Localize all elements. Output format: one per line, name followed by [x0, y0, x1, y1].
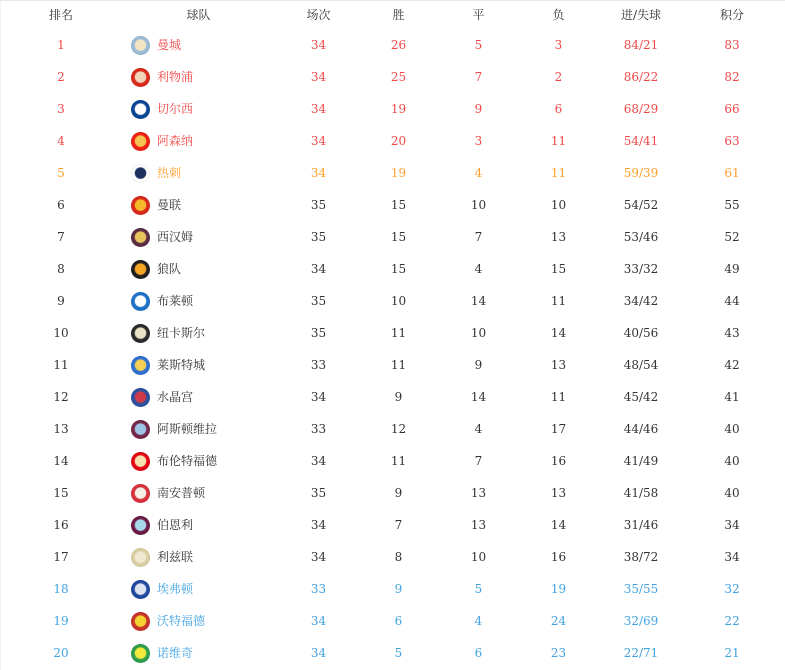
table-row[interactable] — [1, 573, 785, 605]
header-team: 球队 — [186, 8, 211, 22]
won-value: 11 — [390, 454, 407, 468]
points-value: 41 — [724, 390, 740, 404]
team-cell[interactable] — [121, 388, 276, 407]
team-name: 西汉姆 — [157, 230, 194, 244]
drawn-value: 9 — [474, 102, 483, 116]
table-row[interactable] — [1, 317, 785, 349]
played-value: 34 — [310, 454, 327, 468]
drawn-value: 10 — [470, 198, 487, 212]
liverpool-badge-icon — [131, 68, 150, 87]
goals-value: 54/41 — [623, 134, 659, 148]
team-name: 布伦特福德 — [157, 454, 218, 468]
team-name: 利兹联 — [157, 550, 194, 564]
man-city-badge-icon — [131, 36, 150, 55]
drawn-value: 4 — [474, 614, 483, 628]
team-name: 伯恩利 — [157, 518, 194, 532]
rank-value: 7 — [57, 230, 65, 244]
leeds-badge-icon — [131, 548, 150, 567]
everton-badge-icon — [131, 580, 150, 599]
header-rank: 排名 — [48, 8, 73, 22]
west-ham-badge-icon — [131, 228, 150, 247]
won-value: 9 — [394, 390, 403, 404]
points-value: 66 — [724, 102, 740, 116]
table-row[interactable] — [1, 477, 785, 509]
drawn-value: 14 — [470, 294, 487, 308]
lost-value: 14 — [550, 326, 567, 340]
played-value: 33 — [310, 422, 327, 436]
rank-value: 15 — [53, 486, 69, 500]
table-row[interactable] — [1, 125, 785, 157]
team-name: 埃弗顿 — [157, 582, 194, 596]
played-value: 35 — [310, 230, 327, 244]
lost-value: 11 — [550, 294, 567, 308]
drawn-value: 7 — [474, 454, 483, 468]
rank-value: 14 — [53, 454, 69, 468]
goals-value: 33/32 — [623, 262, 659, 276]
lost-value: 11 — [550, 166, 567, 180]
played-value: 34 — [310, 646, 327, 660]
team-cell[interactable] — [121, 548, 276, 567]
table-row[interactable] — [1, 413, 785, 445]
drawn-value: 10 — [470, 550, 487, 564]
man-united-badge-icon — [131, 196, 150, 215]
won-value: 20 — [390, 134, 407, 148]
table-row[interactable] — [1, 349, 785, 381]
table-row[interactable] — [1, 605, 785, 637]
team-cell[interactable] — [121, 580, 276, 599]
won-value: 5 — [394, 646, 403, 660]
won-value: 19 — [390, 102, 407, 116]
points-value: 82 — [724, 70, 740, 84]
lost-value: 3 — [554, 38, 563, 52]
won-value: 10 — [390, 294, 407, 308]
table-row[interactable] — [1, 157, 785, 189]
header-goals: 进/失球 — [620, 8, 662, 22]
team-name: 水晶宫 — [157, 390, 194, 404]
won-value: 7 — [394, 518, 403, 532]
points-value: 52 — [724, 230, 740, 244]
rank-value: 11 — [53, 358, 69, 372]
points-value: 34 — [724, 550, 740, 564]
goals-value: 40/56 — [623, 326, 659, 340]
drawn-value: 7 — [474, 70, 483, 84]
team-name: 莱斯特城 — [157, 358, 206, 372]
points-value: 55 — [724, 198, 740, 212]
table-row[interactable] — [1, 61, 785, 93]
table-row[interactable] — [1, 29, 785, 61]
points-value: 61 — [724, 166, 740, 180]
points-value: 63 — [724, 134, 740, 148]
won-value: 11 — [390, 326, 407, 340]
goals-value: 38/72 — [623, 550, 659, 564]
wolves-badge-icon — [131, 260, 150, 279]
won-value: 9 — [394, 582, 403, 596]
lost-value: 19 — [550, 582, 567, 596]
rank-value: 8 — [57, 262, 65, 276]
team-cell[interactable] — [121, 68, 276, 87]
header-played: 场次 — [306, 8, 331, 22]
played-value: 35 — [310, 326, 327, 340]
played-value: 34 — [310, 550, 327, 564]
drawn-value: 9 — [474, 358, 483, 372]
tottenham-badge-icon — [131, 164, 150, 183]
team-name: 南安普顿 — [157, 486, 206, 500]
played-value: 34 — [310, 518, 327, 532]
played-value: 35 — [310, 486, 327, 500]
lost-value: 11 — [550, 390, 567, 404]
crystal-palace-badge-icon — [131, 388, 150, 407]
won-value: 19 — [390, 166, 407, 180]
goals-value: 48/54 — [623, 358, 659, 372]
rank-value: 16 — [53, 518, 69, 532]
goals-value: 44/46 — [623, 422, 659, 436]
lost-value: 23 — [550, 646, 567, 660]
rank-value: 10 — [53, 326, 69, 340]
chelsea-badge-icon — [131, 100, 150, 119]
norwich-badge-icon — [131, 644, 150, 663]
team-cell[interactable] — [121, 612, 276, 631]
aston-villa-badge-icon — [131, 420, 150, 439]
table-row[interactable] — [1, 509, 785, 541]
goals-value: 31/46 — [623, 518, 659, 532]
table-row[interactable] — [1, 253, 785, 285]
drawn-value: 3 — [474, 134, 483, 148]
lost-value: 24 — [550, 614, 567, 628]
played-value: 33 — [310, 582, 327, 596]
watford-badge-icon — [131, 612, 150, 631]
lost-value: 14 — [550, 518, 567, 532]
played-value: 35 — [310, 294, 327, 308]
team-cell[interactable] — [121, 292, 276, 311]
rank-value: 5 — [57, 166, 65, 180]
team-name: 阿斯顿维拉 — [157, 422, 218, 436]
header-lost: 负 — [552, 8, 565, 22]
team-name: 曼联 — [157, 198, 182, 212]
team-cell[interactable] — [121, 132, 276, 151]
drawn-value: 5 — [474, 38, 483, 52]
table-header-row — [1, 1, 785, 29]
played-value: 34 — [310, 390, 327, 404]
team-name: 切尔西 — [157, 102, 194, 116]
goals-value: 35/55 — [623, 582, 659, 596]
points-value: 40 — [724, 486, 740, 500]
rank-value: 2 — [57, 70, 65, 84]
team-cell[interactable] — [121, 516, 276, 535]
points-value: 43 — [724, 326, 740, 340]
goals-value: 32/69 — [623, 614, 659, 628]
drawn-value: 13 — [470, 518, 487, 532]
team-cell[interactable] — [121, 164, 276, 183]
drawn-value: 5 — [474, 582, 483, 596]
points-value: 40 — [724, 454, 740, 468]
won-value: 8 — [394, 550, 403, 564]
team-cell[interactable] — [121, 644, 276, 663]
table-row[interactable] — [1, 381, 785, 413]
goals-value: 45/42 — [623, 390, 659, 404]
header-drawn: 平 — [472, 8, 485, 22]
points-value: 22 — [724, 614, 740, 628]
brighton-badge-icon — [131, 292, 150, 311]
goals-value: 22/71 — [623, 646, 659, 660]
team-cell[interactable] — [121, 196, 276, 215]
rank-value: 13 — [53, 422, 69, 436]
drawn-value: 4 — [474, 262, 483, 276]
team-cell[interactable] — [121, 228, 276, 247]
won-value: 15 — [390, 262, 407, 276]
leicester-badge-icon — [131, 356, 150, 375]
header-won: 胜 — [392, 8, 405, 22]
team-cell[interactable] — [121, 100, 276, 119]
team-name: 阿森纳 — [157, 134, 194, 148]
rank-value: 3 — [57, 102, 65, 116]
goals-value: 86/22 — [623, 70, 659, 84]
drawn-value: 7 — [474, 230, 483, 244]
lost-value: 13 — [550, 358, 567, 372]
lost-value: 15 — [550, 262, 567, 276]
goals-value: 34/42 — [623, 294, 659, 308]
goals-value: 68/29 — [623, 102, 659, 116]
header-points: 积分 — [719, 8, 744, 22]
points-value: 83 — [724, 38, 740, 52]
team-cell[interactable] — [121, 36, 276, 55]
won-value: 12 — [390, 422, 407, 436]
arsenal-badge-icon — [131, 132, 150, 151]
points-value: 49 — [724, 262, 740, 276]
lost-value: 13 — [550, 230, 567, 244]
goals-value: 41/49 — [623, 454, 659, 468]
won-value: 15 — [390, 230, 407, 244]
table-row[interactable] — [1, 445, 785, 477]
played-value: 35 — [310, 198, 327, 212]
newcastle-badge-icon — [131, 324, 150, 343]
points-value: 40 — [724, 422, 740, 436]
lost-value: 13 — [550, 486, 567, 500]
table-body — [1, 29, 785, 669]
won-value: 6 — [394, 614, 403, 628]
table-row[interactable] — [1, 285, 785, 317]
played-value: 34 — [310, 166, 327, 180]
points-value: 44 — [724, 294, 740, 308]
points-value: 42 — [724, 358, 740, 372]
team-name: 沃特福德 — [157, 614, 206, 628]
drawn-value: 13 — [470, 486, 487, 500]
team-cell[interactable] — [121, 452, 276, 471]
table-row[interactable] — [1, 541, 785, 573]
team-cell[interactable] — [121, 324, 276, 343]
points-value: 21 — [724, 646, 740, 660]
brentford-badge-icon — [131, 452, 150, 471]
rank-value: 18 — [53, 582, 69, 596]
goals-value: 53/46 — [623, 230, 659, 244]
drawn-value: 10 — [470, 326, 487, 340]
lost-value: 2 — [554, 70, 563, 84]
team-name: 纽卡斯尔 — [157, 326, 206, 340]
team-cell[interactable] — [121, 260, 276, 279]
played-value: 34 — [310, 70, 327, 84]
lost-value: 16 — [550, 550, 567, 564]
rank-value: 6 — [57, 198, 65, 212]
drawn-value: 4 — [474, 422, 483, 436]
team-name: 曼城 — [157, 38, 182, 52]
table-row[interactable] — [1, 221, 785, 253]
rank-value: 19 — [53, 614, 69, 628]
table-row[interactable] — [1, 93, 785, 125]
drawn-value: 4 — [474, 166, 483, 180]
lost-value: 11 — [550, 134, 567, 148]
goals-value: 59/39 — [623, 166, 659, 180]
table-row[interactable] — [1, 637, 785, 669]
played-value: 34 — [310, 134, 327, 148]
won-value: 25 — [390, 70, 407, 84]
points-value: 32 — [724, 582, 740, 596]
drawn-value: 6 — [474, 646, 483, 660]
goals-value: 54/52 — [623, 198, 659, 212]
won-value: 9 — [394, 486, 403, 500]
points-value: 34 — [724, 518, 740, 532]
won-value: 15 — [390, 198, 407, 212]
team-cell[interactable] — [121, 420, 276, 439]
table-row[interactable] — [1, 189, 785, 221]
lost-value: 10 — [550, 198, 567, 212]
played-value: 34 — [310, 614, 327, 628]
team-cell[interactable] — [121, 356, 276, 375]
team-name: 利物浦 — [157, 70, 194, 84]
burnley-badge-icon — [131, 516, 150, 535]
rank-value: 20 — [53, 646, 69, 660]
lost-value: 6 — [554, 102, 563, 116]
team-name: 狼队 — [157, 262, 182, 276]
goals-value: 41/58 — [623, 486, 659, 500]
rank-value: 9 — [57, 294, 65, 308]
rank-value: 4 — [57, 134, 65, 148]
team-cell[interactable] — [121, 484, 276, 503]
played-value: 34 — [310, 38, 327, 52]
team-name: 热刺 — [157, 166, 182, 180]
drawn-value: 14 — [470, 390, 487, 404]
played-value: 34 — [310, 262, 327, 276]
team-name: 诺维奇 — [157, 646, 194, 660]
rank-value: 1 — [57, 38, 65, 52]
team-name: 布莱顿 — [157, 294, 194, 308]
lost-value: 17 — [550, 422, 567, 436]
played-value: 34 — [310, 102, 327, 116]
goals-value: 84/21 — [623, 38, 659, 52]
southampton-badge-icon — [131, 484, 150, 503]
rank-value: 17 — [53, 550, 69, 564]
won-value: 11 — [390, 358, 407, 372]
lost-value: 16 — [550, 454, 567, 468]
won-value: 26 — [390, 38, 407, 52]
played-value: 33 — [310, 358, 327, 372]
rank-value: 12 — [53, 390, 69, 404]
